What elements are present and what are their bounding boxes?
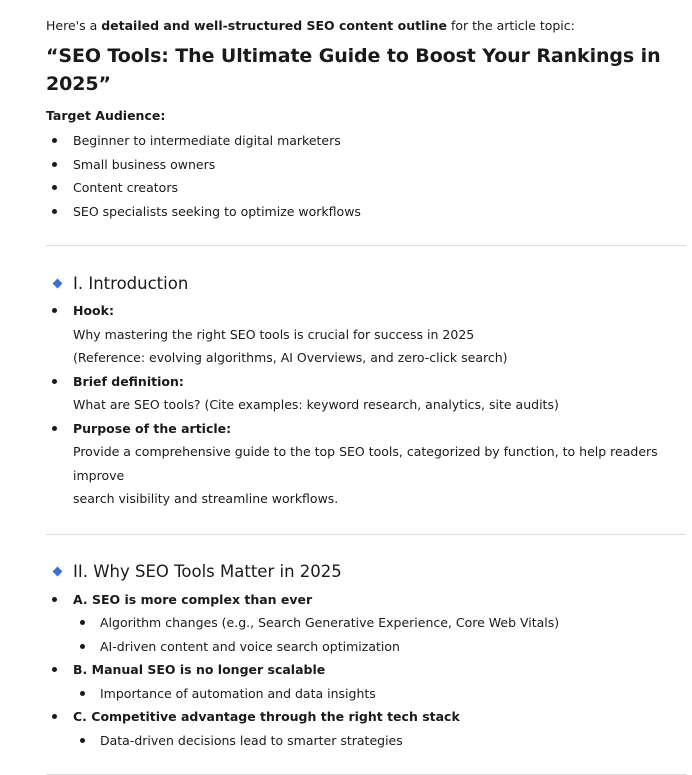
article-title: “SEO Tools: The Ultimate Guide to Boost Your Rankings in 2025” (46, 45, 661, 95)
list-item (46, 588, 684, 659)
sub-list (73, 682, 684, 706)
divider (46, 534, 686, 535)
why-seo-list (46, 588, 684, 753)
diamond-icon (53, 567, 63, 577)
audience-list (46, 129, 684, 223)
sub-list (73, 729, 684, 753)
intro-bold: detailed and well-structured SEO content outline (101, 18, 448, 33)
item-label: C. Competitive advantage through the right tech stack (73, 709, 460, 724)
sub-list-item: Algorithm changes (e.g., Search Generative Experience, Core Web Vitals) (73, 611, 684, 635)
list-item: Content creators (46, 176, 684, 200)
section-heading-introduction (46, 269, 684, 297)
diamond-icon (53, 278, 63, 288)
section-title: II. Why SEO Tools Matter in 2025 (73, 562, 342, 581)
list-item (46, 658, 684, 705)
item-line: (Reference: evolving algorithms, AI Overviews, and zero-click search) (73, 350, 508, 365)
list-item: Beginner to intermediate digital marketers (46, 129, 684, 153)
list-item (46, 417, 684, 511)
list-item (46, 299, 684, 370)
sub-list-item: AI-driven content and voice search optimization (73, 635, 684, 659)
item-line: Why mastering the right SEO tools is crucial for success in 2025 (73, 326, 475, 342)
list-item: Small business owners (46, 153, 684, 177)
intro-suffix: for the article topic: (447, 18, 575, 33)
item-label: Brief definition: (73, 373, 184, 389)
sub-list-item: Data-driven decisions lead to smarter strategies (73, 729, 684, 753)
section-title: I. Introduction (73, 273, 189, 293)
item-label: Purpose of the article: (73, 420, 232, 436)
item-label: Hook: (73, 303, 114, 318)
audience-label: Target Audience: (46, 108, 166, 123)
divider (46, 245, 686, 246)
list-item: SEO specialists seeking to optimize workflows (46, 200, 684, 224)
intro-prefix: Here's a (46, 18, 102, 33)
list-item (46, 370, 684, 417)
sub-list-item: Importance of automation and data insights (73, 682, 684, 706)
list-item (46, 705, 684, 752)
introduction-list (46, 299, 684, 511)
intro-sentence (46, 15, 684, 37)
item-label: A. SEO is more complex than ever (73, 591, 313, 607)
item-line: Provide a comprehensive guide to the top SEO tools, categorized by function, to help readers improve (73, 444, 658, 483)
item-line: What are SEO tools? (Cite examples: keyword research, analytics, site audits) (73, 397, 559, 412)
section-heading-why-seo-tools-matter (46, 558, 684, 586)
sub-list (73, 611, 684, 658)
item-line: search visibility and streamline workflows. (73, 491, 339, 506)
item-label: B. Manual SEO is no longer scalable (73, 662, 326, 677)
